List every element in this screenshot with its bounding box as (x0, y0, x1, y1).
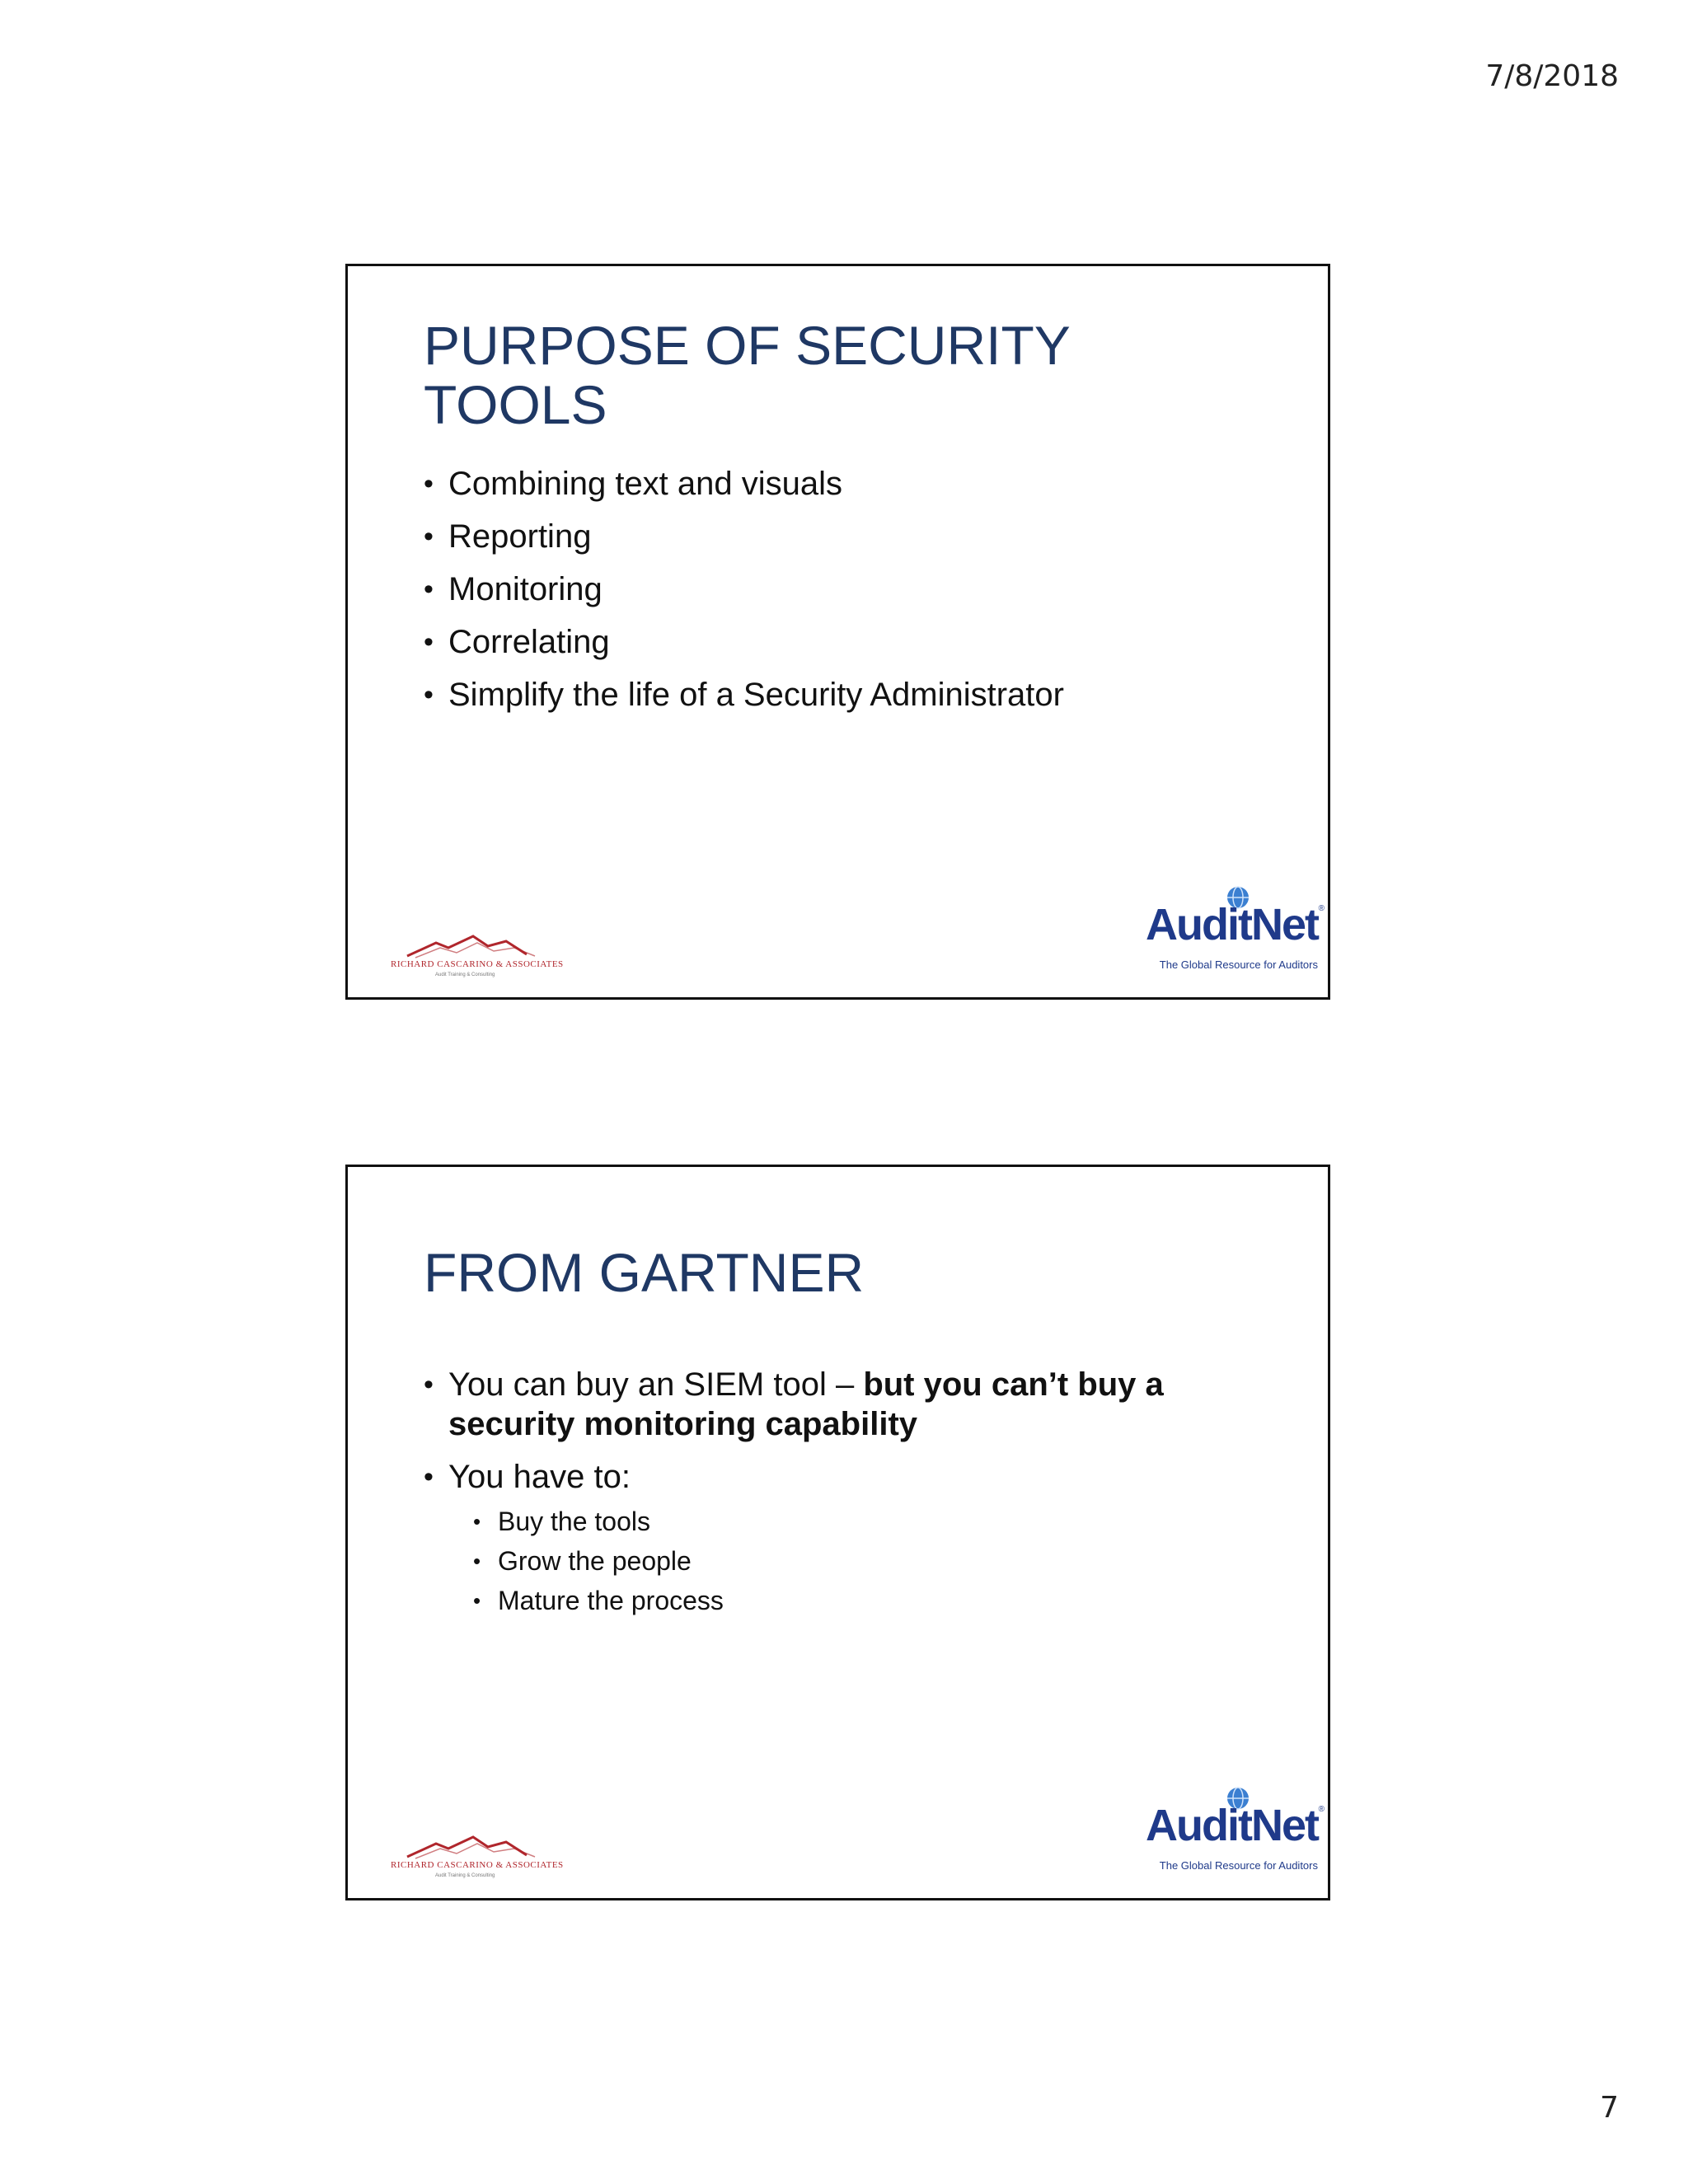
auditnet-tagline: The Global Resource for Auditors (1159, 958, 1318, 971)
company-tagline: Audit Training & Consulting (435, 1873, 495, 1878)
sub-bullet-item: • Grow the people (473, 1544, 1262, 1577)
bullet-item (424, 1457, 1262, 1617)
slide-from-gartner (345, 1165, 1330, 1900)
cascarino-logo (391, 1830, 564, 1880)
mountain-logo-icon (391, 1830, 547, 1863)
bullet-list (424, 1365, 1262, 1630)
bullet-text: You can buy an SIEM tool – (448, 1366, 864, 1403)
bullet-item: • Monitoring (424, 569, 1262, 609)
company-tagline: Audit Training & Consulting (435, 972, 495, 977)
sub-bullet-list (448, 1505, 1262, 1617)
bullet-bold-text: but you can’t buy a security monitoring capability (448, 1366, 1164, 1442)
company-name: RICHARD CASCARINO & ASSOCIATES (391, 959, 564, 969)
slide-title: FROM GARTNER (424, 1242, 865, 1303)
bullet-item: • Simplify the life of a Security Administrator (424, 675, 1262, 715)
sub-bullet-item: • Mature the process (473, 1584, 1262, 1617)
auditnet-logo (1146, 1781, 1325, 1872)
bullet-item: • Reporting (424, 517, 1262, 556)
bullet-list (424, 464, 1262, 728)
page-number: 7 (1600, 2091, 1619, 2125)
auditnet-tagline: The Global Resource for Auditors (1159, 1859, 1318, 1872)
slide-title: PURPOSE OF SECURITY TOOLS (424, 315, 1070, 435)
bullet-text: You have to: (448, 1459, 631, 1495)
sub-bullet-item: • Buy the tools (473, 1505, 1262, 1538)
page-date: 7/8/2018 (1485, 59, 1619, 93)
mountain-logo-icon (391, 930, 547, 963)
auditnet-brand: AuditNet (1146, 900, 1318, 949)
cascarino-logo (391, 930, 564, 979)
auditnet-logo (1146, 880, 1325, 971)
registered-mark: ® (1318, 904, 1325, 913)
bullet-item: • Correlating (424, 622, 1262, 662)
registered-mark: ® (1318, 1805, 1325, 1814)
company-name: RICHARD CASCARINO & ASSOCIATES (391, 1860, 564, 1870)
bullet-item (424, 1365, 1262, 1444)
bullet-item: • Combining text and visuals (424, 464, 1262, 504)
auditnet-brand: AuditNet (1146, 1801, 1318, 1850)
slide-purpose-of-security-tools (345, 264, 1330, 1000)
